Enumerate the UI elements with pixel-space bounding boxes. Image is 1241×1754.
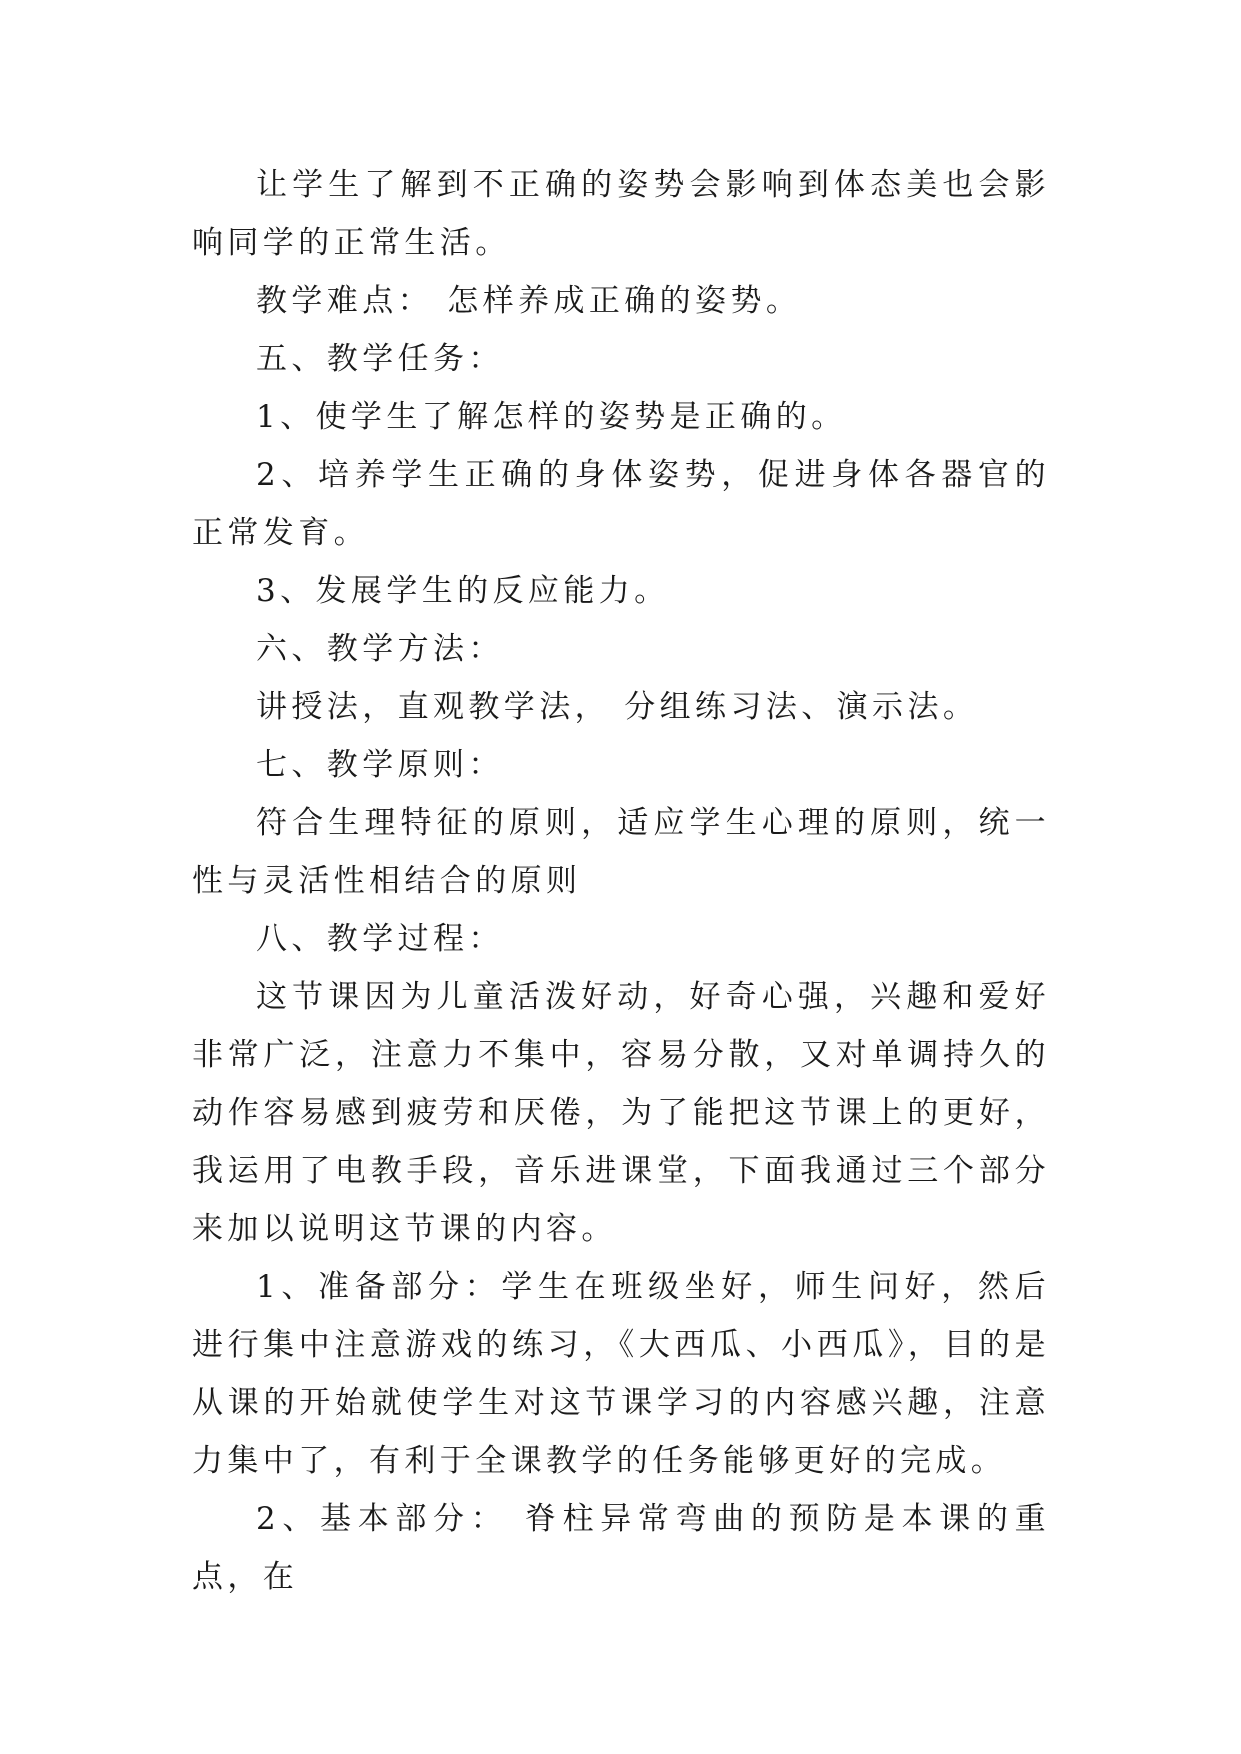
heading-teaching-tasks: 五、教学任务：	[256, 341, 504, 377]
heading-teaching-process: 八、教学过程：	[256, 921, 504, 957]
paragraph-posture-impact: 让学生了解到不正确的姿势会影响到体态美也会影响同学的正常生活。	[192, 167, 1050, 261]
heading-teaching-methods: 六、教学方法：	[256, 631, 504, 667]
document-body	[192, 156, 1050, 1606]
paragraph-teaching-principles: 符合生理特征的原则，适应学生心理的原则，统一性与灵活性相结合的原则	[192, 805, 1050, 899]
list-item-task-3: 3、发展学生的反应能力。	[256, 573, 670, 609]
paragraph-teaching-methods: 讲授法，直观教学法， 分组练习法、演示法。	[256, 689, 979, 725]
heading-teaching-principles: 七、教学原则：	[256, 747, 504, 783]
paragraph-teaching-difficulty: 教学难点： 怎样养成正确的姿势。	[256, 283, 802, 319]
list-item-task-1: 1、使学生了解怎样的姿势是正确的。	[256, 399, 847, 435]
paragraph-teaching-process: 这节课因为儿童活泼好动，好奇心强，兴趣和爱好非常广泛，注意力不集中，容易分散，又对单调持久的动作容易感到疲劳和厌倦，为了能把这节课上的更好，我运用了电教手段，音乐进课堂，下面我通过三个部分来加以说明这节课的内容。	[192, 979, 1050, 1247]
paragraph-basic-part: 2、基本部分： 脊柱异常弯曲的预防是本课的重点，在	[192, 1501, 1050, 1595]
paragraph-preparation-part: 1、准备部分：学生在班级坐好，师生问好，然后进行集中注意游戏的练习，《大西瓜、小西瓜》，目的是从课的开始就使学生对这节课学习的内容感兴趣，注意力集中了，有利于全课教学的任务能够更好的完成。	[192, 1269, 1050, 1479]
list-item-task-2: 2、培养学生正确的身体姿势，促进身体各器官的正常发育。	[192, 457, 1050, 551]
